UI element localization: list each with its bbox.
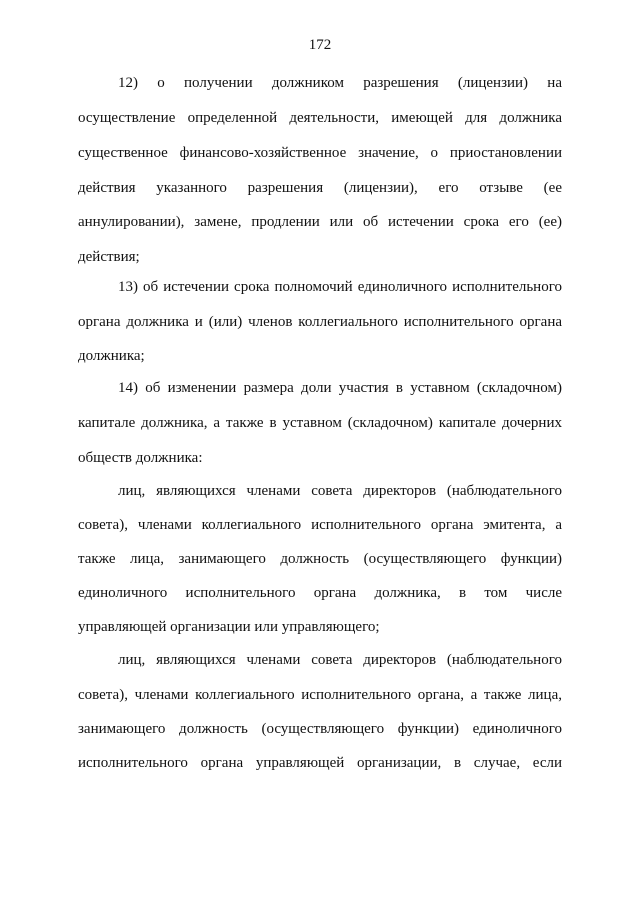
text-line: 13) об истечении срока полномочий единоличного исполнительного	[118, 279, 562, 295]
text-line: также лица, занимающего должность (осуществляющего функции)	[78, 551, 562, 567]
text-line: должника;	[78, 348, 145, 364]
text-line: совета), членами коллегиального исполнительного органа, а также лица,	[78, 687, 562, 703]
text-line: аннулировании), замене, продлении или об истечении срока его (ее)	[78, 214, 562, 230]
text-line: осуществление определенной деятельности, имеющей для должника	[78, 110, 562, 126]
text-line: органа должника и (или) членов коллегиального исполнительного органа	[78, 314, 562, 330]
text-line: 14) об изменении размера доли участия в уставном (складочном)	[118, 380, 562, 396]
text-line: действия указанного разрешения (лицензии), его отзыве (ее	[78, 180, 562, 196]
text-line: исполнительного органа управляющей организации, в случае, если	[78, 755, 562, 771]
text-line: 12) о получении должником разрешения (лицензии) на	[118, 75, 562, 91]
text-line: лиц, являющихся членами совета директоров (наблюдательного	[118, 483, 562, 499]
text-line: обществ должника:	[78, 450, 203, 466]
page-number: 172	[308, 37, 332, 53]
text-line: занимающего должность (осуществляющего функции) единоличного	[78, 721, 562, 737]
text-line: действия;	[78, 249, 140, 265]
text-line: капитале должника, а также в уставном (складочном) капитале дочерних	[78, 415, 562, 431]
text-line: управляющей организации или управляющего;	[78, 619, 380, 635]
text-line: единоличного исполнительного органа должника, в том числе	[78, 585, 562, 601]
text-line: существенное финансово-хозяйственное значение, о приостановлении	[78, 145, 562, 161]
text-line: лиц, являющихся членами совета директоров (наблюдательного	[118, 652, 562, 668]
text-line: совета), членами коллегиального исполнительного органа эмитента, а	[78, 517, 562, 533]
